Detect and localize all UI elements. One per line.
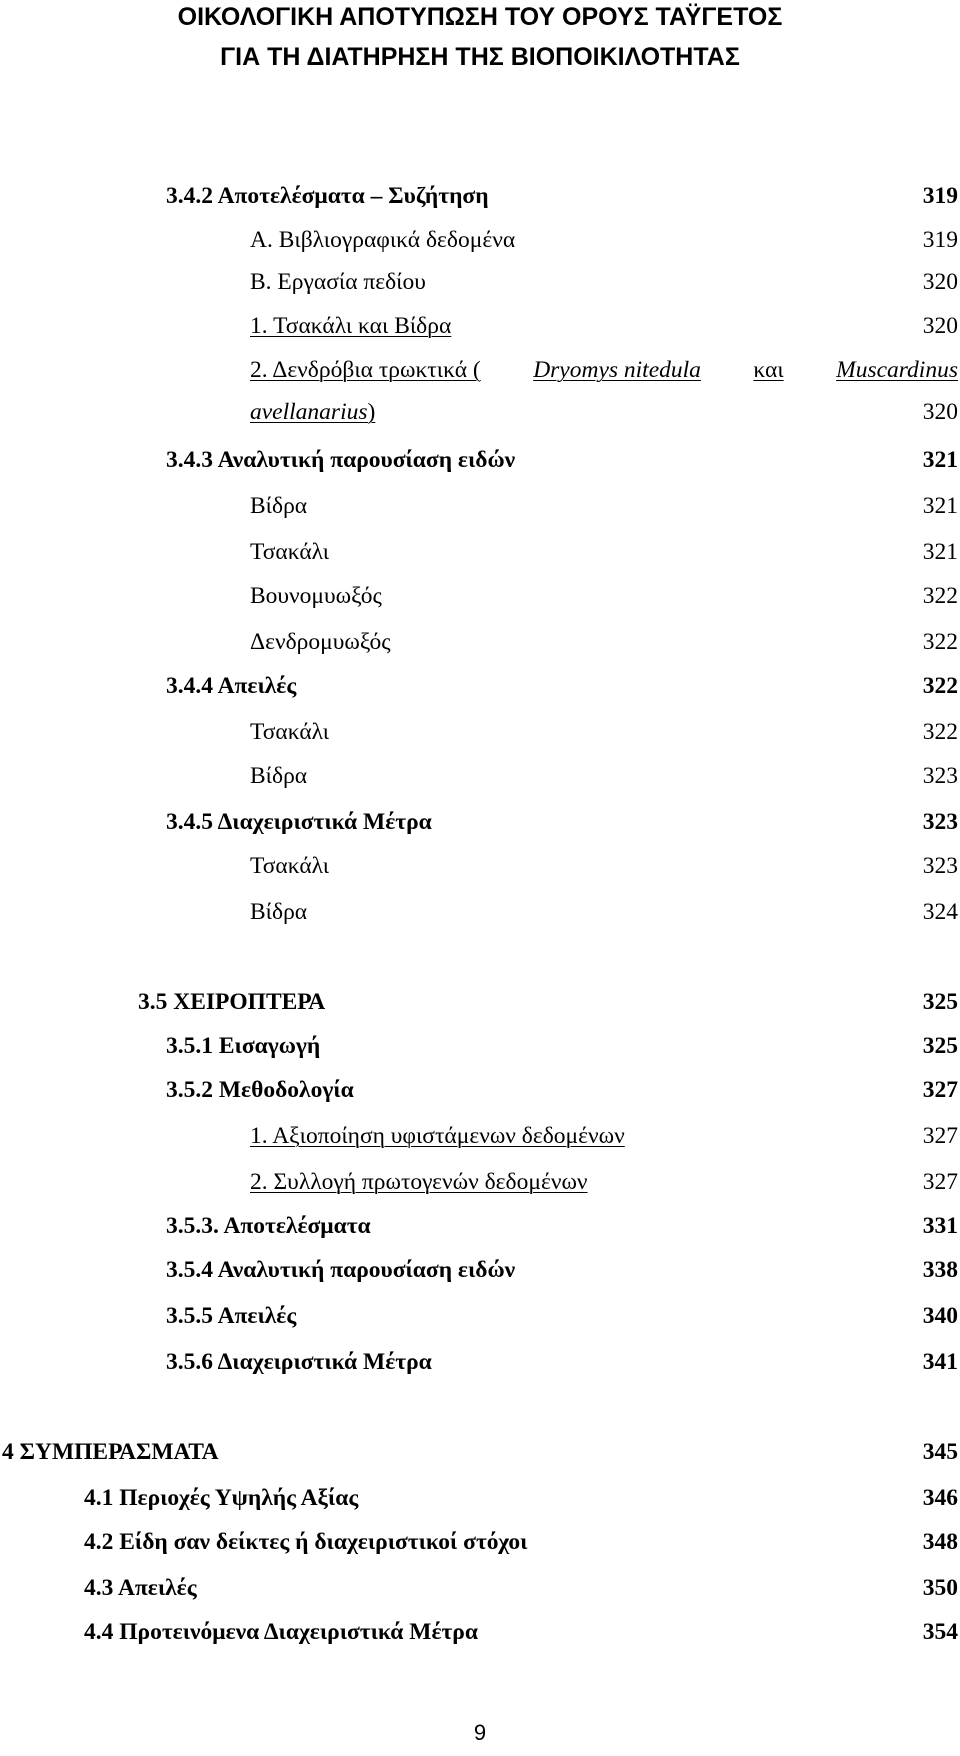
toc-entry-page: 325 <box>922 1033 958 1059</box>
document-title-line2: ΓΙΑ ΤΗ ΔΙΑΤΗΡΗΣΗ ΤΗΣ ΒΙΟΠΟΙΚΙΛΟΤΗΤΑΣ <box>220 43 740 71</box>
toc-entry-page: 340 <box>922 1303 958 1329</box>
toc-entry-label: 3.4.4 Απειλές <box>166 673 297 699</box>
toc-entry-label: 1. Τσακάλι και Βίδρα <box>250 313 452 339</box>
toc-entry-page: 323 <box>922 853 958 879</box>
toc-entry-page: 325 <box>922 989 958 1015</box>
toc-entry[interactable] <box>250 488 958 524</box>
toc-entry-page: 327 <box>922 1077 958 1103</box>
species-name: Muscardinus <box>836 357 958 383</box>
toc-entry-label: Τσακάλι <box>250 719 330 745</box>
toc-entry[interactable] <box>250 758 958 794</box>
toc-entry-page: 319 <box>922 227 958 253</box>
toc-entry-label: Βουνομυωξός <box>250 583 382 609</box>
toc-entry-label: Δενδρομυωξός <box>250 629 391 655</box>
toc-entry-label: Α. Βιβλιογραφικά δεδομένα <box>250 227 516 253</box>
toc-entry[interactable] <box>166 1072 958 1108</box>
toc-entry-page: 322 <box>922 673 958 699</box>
toc-entry[interactable] <box>166 1208 958 1244</box>
toc-entry-page: 323 <box>922 809 958 835</box>
toc-entry[interactable] <box>166 1298 958 1334</box>
toc-entry[interactable] <box>166 668 958 704</box>
toc-entry-page: 320 <box>922 399 958 425</box>
toc-entry[interactable] <box>138 984 958 1020</box>
toc-entry-label: Βίδρα <box>250 899 308 925</box>
species-name: avellanarius <box>250 399 368 425</box>
toc-entry-page: 348 <box>922 1529 958 1555</box>
toc-entry-label: 3.4.3 Αναλυτική παρουσίαση ειδών <box>166 447 516 473</box>
toc-entry-page: 341 <box>922 1349 958 1375</box>
toc-entry[interactable] <box>84 1480 958 1516</box>
toc-entry-label: 3.5.6 Διαχειριστικά Μέτρα <box>166 1349 432 1375</box>
toc-entry-page: 322 <box>922 719 958 745</box>
toc-entry-page: 338 <box>922 1257 958 1283</box>
species-name: Dryomys nitedula <box>533 357 701 383</box>
toc-entry[interactable] <box>84 1524 958 1560</box>
toc-entry[interactable] <box>250 578 958 614</box>
toc-entry-label: 3.4.2 Αποτελέσματα – Συζήτηση <box>166 183 489 209</box>
toc-entry[interactable] <box>166 1344 958 1380</box>
toc-entry-page: 321 <box>922 493 958 519</box>
toc-entry-label: 4 ΣΥΜΠΕΡΑΣΜΑΤΑ <box>2 1439 219 1465</box>
toc-entry-wrapped-line2[interactable] <box>250 394 958 430</box>
toc-entry-label: Βίδρα <box>250 763 308 789</box>
toc-entry[interactable] <box>250 624 958 660</box>
toc-entry[interactable] <box>166 804 958 840</box>
document-title-line1: ΟΙΚΟΛΟΓΙΚΗ ΑΠΟΤΥΠΩΣΗ ΤΟΥ ΟΡΟΥΣ ΤΑΫΓΕΤΟΣ <box>177 3 783 31</box>
toc-entry-page: 327 <box>922 1169 958 1195</box>
toc-entry-label: 1. Αξιοποίηση υφιστάμενων δεδομένων <box>250 1123 625 1149</box>
toc-entry[interactable] <box>250 714 958 750</box>
toc-entry-label-pre: 2. Δενδρόβια τρωκτικά ( <box>250 357 481 383</box>
toc-entry-page: 324 <box>922 899 958 925</box>
toc-entry[interactable] <box>84 1570 958 1606</box>
toc-entry-label: Τσακάλι <box>250 853 330 879</box>
toc-entry[interactable] <box>250 848 958 884</box>
toc-entry[interactable] <box>250 264 958 300</box>
toc-entry[interactable] <box>166 1252 958 1288</box>
toc-entry-page: 322 <box>922 629 958 655</box>
toc-entry-label: 3.5.4 Αναλυτική παρουσίαση ειδών <box>166 1257 516 1283</box>
toc-entry-page: 350 <box>922 1575 958 1601</box>
toc-entry[interactable] <box>166 1028 958 1064</box>
toc-entry-page: 320 <box>922 313 958 339</box>
toc-entry-page: 320 <box>922 269 958 295</box>
toc-entry-page: 345 <box>922 1439 958 1465</box>
toc-entry-label: Τσακάλι <box>250 539 330 565</box>
toc-entry-label: 3.5.1 Εισαγωγή <box>166 1033 321 1059</box>
toc-entry-label: 3.5 ΧΕΙΡΟΠΤΕΡΑ <box>138 989 326 1015</box>
toc-entry[interactable] <box>250 222 958 258</box>
toc-entry-label: 2. Συλλογή πρωτογενών δεδομένων <box>250 1169 588 1195</box>
toc-entry[interactable] <box>250 894 958 930</box>
toc-entry-page: 323 <box>922 763 958 789</box>
toc-entry[interactable] <box>250 534 958 570</box>
toc-entry-label-post: ) <box>367 399 376 425</box>
toc-entry-label-line1 <box>250 352 958 388</box>
toc-entry[interactable] <box>2 1434 958 1470</box>
toc-entry-page: 321 <box>922 539 958 565</box>
toc-entry-page: 331 <box>922 1213 958 1239</box>
toc-entry-page: 354 <box>922 1619 958 1645</box>
toc-entry-label-mid: και <box>753 357 784 383</box>
toc-entry-page: 346 <box>922 1485 958 1511</box>
toc-entry-label: 4.1 Περιοχές Υψηλής Αξίας <box>84 1485 359 1511</box>
toc-entry[interactable] <box>166 442 958 478</box>
toc-entry-label: 3.5.2 Μεθοδολογία <box>166 1077 354 1103</box>
toc-entry[interactable] <box>166 178 958 214</box>
toc-entry-label: 3.5.5 Απειλές <box>166 1303 297 1329</box>
toc-entry-label: 3.4.5 Διαχειριστικά Μέτρα <box>166 809 432 835</box>
toc-entry-label: 4.2 Είδη σαν δείκτες ή διαχειριστικοί στόχοι <box>84 1529 528 1555</box>
toc-entry-label: 4.4 Προτεινόμενα Διαχειριστικά Μέτρα <box>84 1619 479 1645</box>
toc-entry-page: 322 <box>922 583 958 609</box>
toc-entry[interactable] <box>84 1614 958 1650</box>
page-number: 9 <box>473 1720 487 1745</box>
toc-entry-label: Βίδρα <box>250 493 308 519</box>
toc-entry[interactable] <box>250 1164 958 1200</box>
toc-entry-page: 321 <box>922 447 958 473</box>
toc-entry-page: 319 <box>922 183 958 209</box>
toc-entry[interactable] <box>250 1118 958 1154</box>
toc-entry-page: 327 <box>922 1123 958 1149</box>
toc-entry-label: 4.3 Απειλές <box>84 1575 197 1601</box>
toc-entry-wrapped[interactable] <box>250 352 958 388</box>
toc-entry-label: 3.5.3. Αποτελέσματα <box>166 1213 371 1239</box>
toc-entry-label-line2 <box>250 399 375 425</box>
toc-entry-label: Β. Εργασία πεδίου <box>250 269 426 295</box>
toc-entry[interactable] <box>250 308 958 344</box>
